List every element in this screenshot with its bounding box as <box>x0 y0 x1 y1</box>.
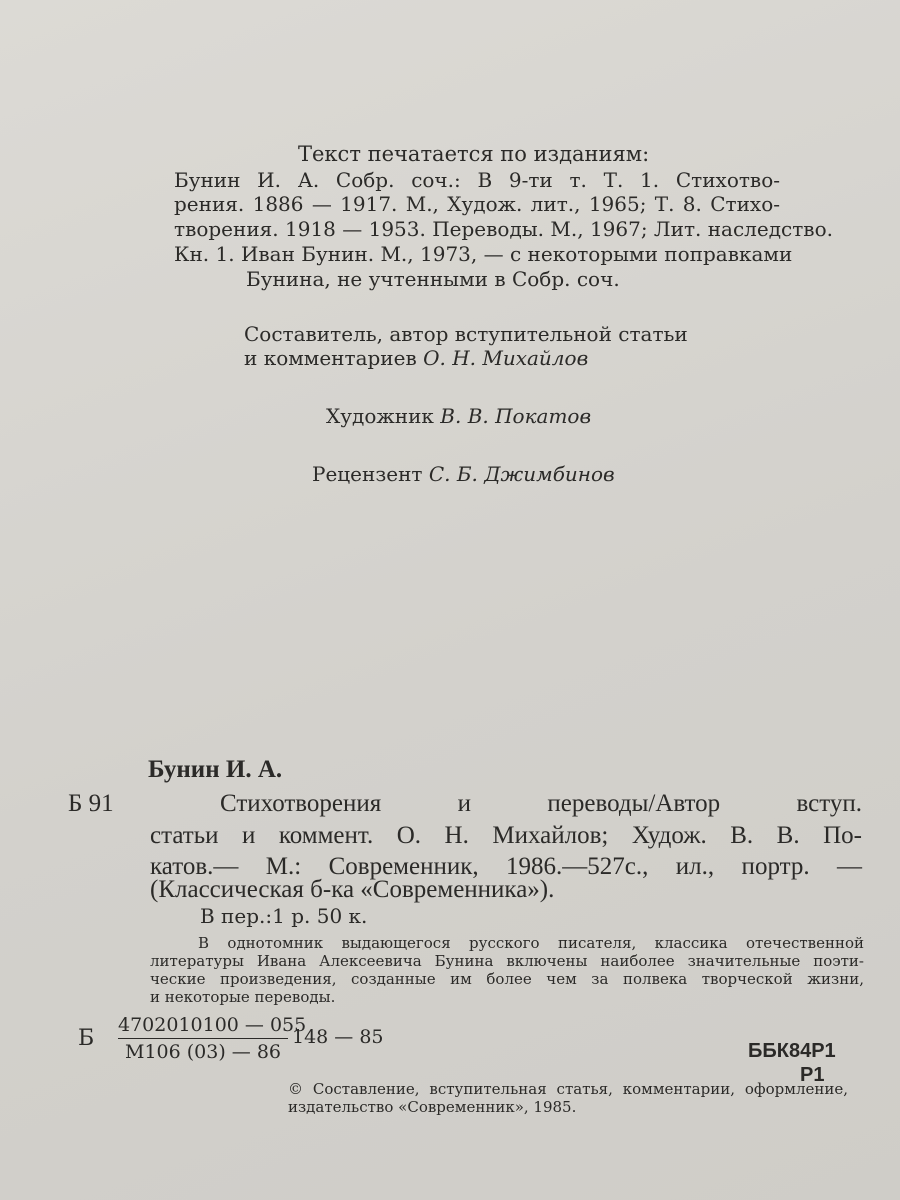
compiler-name: О. Н. Михайлов <box>423 346 589 370</box>
bibliography-author: Бунин И. А. <box>148 756 283 783</box>
sources-line: рения. 1886 — 1917. М., Худож. лит., 1965; Т. 8. Стихо- <box>174 192 780 216</box>
sources-line: творения. 1918 — 1953. Переводы. М., 1967; Лит. наследство. <box>174 217 833 241</box>
catalog-numerator: 4702010100 — 055 <box>118 1014 288 1039</box>
bibliography-series: (Классическая б-ка «Современника»). <box>150 876 555 903</box>
library-code: Б 91 <box>68 790 114 817</box>
catalog-fraction <box>118 1014 307 1063</box>
sources-line: Бунин И. А. Собр. соч.: В 9-ти т. Т. 1. Стихотво- <box>174 168 780 192</box>
compiler-credit-line1: Составитель, автор вступительной статьи <box>244 322 688 346</box>
reviewer-credit <box>312 462 615 486</box>
catalog-denominator: М106 (03) — 86 <box>124 1041 282 1063</box>
artist-name: В. В. Покатов <box>440 404 592 428</box>
copyright-line-last: издательство «Современник», 1985. <box>288 1098 577 1116</box>
sources-heading: Текст печатается по изданиям: <box>298 142 650 166</box>
catalog-letter: Б <box>78 1026 95 1051</box>
abstract-line: ческие произведения, созданные им более чем за полвека творческой жизни, <box>150 970 864 988</box>
bbk-code: ББК84Р1 <box>748 1040 836 1062</box>
compiler-credit-line2 <box>244 346 588 370</box>
bibliography-line: статьи и коммент. О. Н. Михайлов; Худож. В. В. По- <box>150 822 862 849</box>
abstract-line: литературы Ивана Алексеевича Бунина включены наиболее значительные поэти- <box>150 952 864 970</box>
artist-credit <box>326 404 591 428</box>
reviewer-name: С. Б. Джимбинов <box>428 462 615 486</box>
bibliography-line: Стихотворения и переводы/Автор вступ. <box>220 790 862 817</box>
catalog-side-number: 148 — 85 <box>292 1026 384 1048</box>
abstract-line: В однотомник выдающегося русского писателя, классика отечественной <box>198 934 864 952</box>
compiler-prefix: и комментариев <box>244 346 417 370</box>
sources-line-last: Бунина, не учтенными в Собр. соч. <box>246 267 620 291</box>
artist-prefix: Художник <box>326 404 434 428</box>
price-line: В пер.:1 р. 50 к. <box>200 904 368 928</box>
bbk-subcode: Р1 <box>800 1064 825 1086</box>
abstract-line-last: и некоторые переводы. <box>150 988 336 1006</box>
bibliography-line: катов.— М.: Современник, 1986.—527с., ил., портр. — <box>150 853 862 880</box>
sources-line: Кн. 1. Иван Бунин. М., 1973, — с некоторыми поправками <box>174 242 793 266</box>
copyright-line: © Составление, вступительная статья, комментарии, оформление, <box>288 1080 848 1098</box>
reviewer-prefix: Рецензент <box>312 462 423 486</box>
